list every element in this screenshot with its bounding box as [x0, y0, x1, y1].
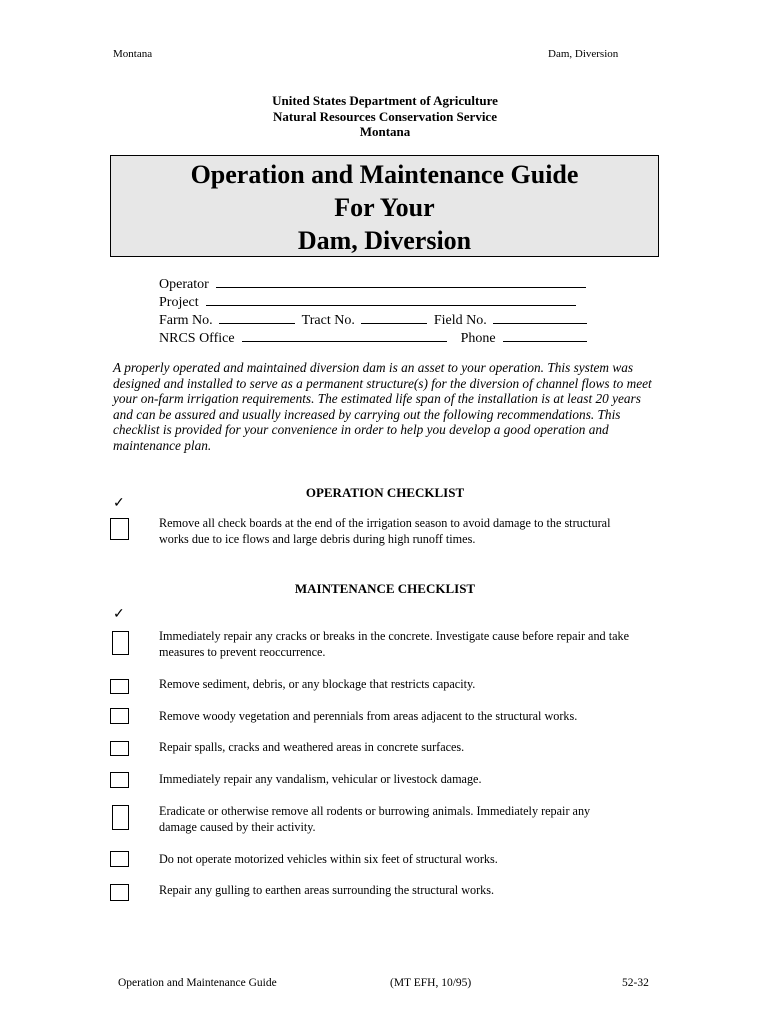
project-row — [159, 292, 576, 312]
header-state: Montana — [113, 48, 153, 60]
maintenance-item-6: Eradicate or otherwise remove all rodents or burrowing animals. Immediately repair any damage caused by their activity. — [159, 804, 591, 834]
maintenance-item-8: Repair any gulling to earthen areas surrounding the structural works. — [159, 883, 495, 897]
title-line-1: Operation and Maintenance Guide — [190, 160, 579, 189]
operator-row — [159, 274, 586, 294]
field-no-field[interactable] — [493, 310, 587, 324]
field-no-label: Field No. — [433, 313, 487, 328]
maintenance-checklist-title: MAINTENANCE CHECKLIST — [294, 581, 476, 596]
footer-guide-name: Operation and Maintenance Guide — [118, 977, 277, 989]
maintenance-item-4: Repair spalls, cracks and weathered areas in concrete surfaces. — [159, 740, 465, 754]
title-line-2: For Your — [334, 193, 435, 222]
farm-no-field[interactable] — [219, 310, 295, 324]
maintenance-item-3: Remove woody vegetation and perennials from areas adjacent to the structural works. — [159, 709, 578, 723]
nrcs-office-field[interactable] — [242, 328, 447, 342]
maintenance-checkbox-6[interactable] — [112, 805, 129, 830]
title-box — [110, 155, 659, 257]
tract-no-field[interactable] — [361, 310, 427, 324]
operator-field[interactable] — [216, 274, 586, 288]
maintenance-checkbox-3[interactable] — [110, 708, 129, 724]
maintenance-checkbox-2[interactable] — [110, 679, 129, 694]
farm-tract-field-row — [159, 310, 587, 330]
operation-checklist-title: OPERATION CHECKLIST — [305, 485, 465, 500]
check-mark-icon: ✓ — [113, 607, 125, 622]
maintenance-item-2: Remove sediment, debris, or any blockage that restricts capacity. — [159, 677, 476, 691]
maintenance-checkbox-7[interactable] — [110, 851, 129, 867]
title-line-3: Dam, Diversion — [297, 226, 472, 255]
footer-page-number: 52-32 — [622, 977, 649, 989]
office-phone-row — [159, 328, 587, 348]
maintenance-checkbox-8[interactable] — [110, 884, 129, 901]
agency-block — [0, 93, 770, 140]
maintenance-item-7: Do not operate motorized vehicles within six feet of structural works. — [159, 852, 498, 866]
footer-reference: (MT EFH, 10/95) — [390, 977, 472, 989]
phone-field[interactable] — [503, 328, 587, 342]
operation-item-1: Remove all check boards at the end of the irrigation season to avoid damage to the structural works due to ice flows and large debris during high runoff times. — [159, 516, 611, 546]
phone-label: Phone — [460, 331, 496, 346]
check-mark-icon: ✓ — [113, 496, 125, 511]
agency-line-state: Montana — [359, 124, 411, 139]
operation-checkbox-1[interactable] — [110, 518, 129, 540]
project-field[interactable] — [206, 292, 576, 306]
nrcs-office-label: NRCS Office — [159, 331, 235, 346]
tract-no-label: Tract No. — [301, 313, 355, 328]
operator-label: Operator — [159, 277, 209, 292]
maintenance-item-1: Immediately repair any cracks or breaks in the concrete. Investigate cause before repair and take measures to prevent reoccurrence. — [159, 629, 629, 659]
project-label: Project — [159, 295, 199, 310]
maintenance-item-5: Immediately repair any vandalism, vehicular or livestock damage. — [159, 772, 482, 786]
maintenance-checkbox-4[interactable] — [110, 741, 129, 756]
intro-paragraph: A properly operated and maintained diversion dam is an asset to your operation. This system was designed and installed to serve as a permanent structure(s) for the diversion of channel flows to meet your on-farm irrigation requirements. The estimated life span of the installation is at least 20 years and can be assured and usually increased by carrying out the following recommendations. This checklist is provided for your convenience in order to help you develop a good operation and maintenance plan. — [113, 360, 652, 453]
agency-line-usda: United States Department of Agriculture — [272, 93, 498, 108]
farm-no-label: Farm No. — [159, 313, 213, 328]
agency-line-nrcs: Natural Resources Conservation Service — [273, 108, 497, 124]
maintenance-checkbox-5[interactable] — [110, 772, 129, 788]
maintenance-checkbox-1[interactable] — [112, 631, 129, 655]
header-practice: Dam, Diversion — [548, 48, 619, 60]
